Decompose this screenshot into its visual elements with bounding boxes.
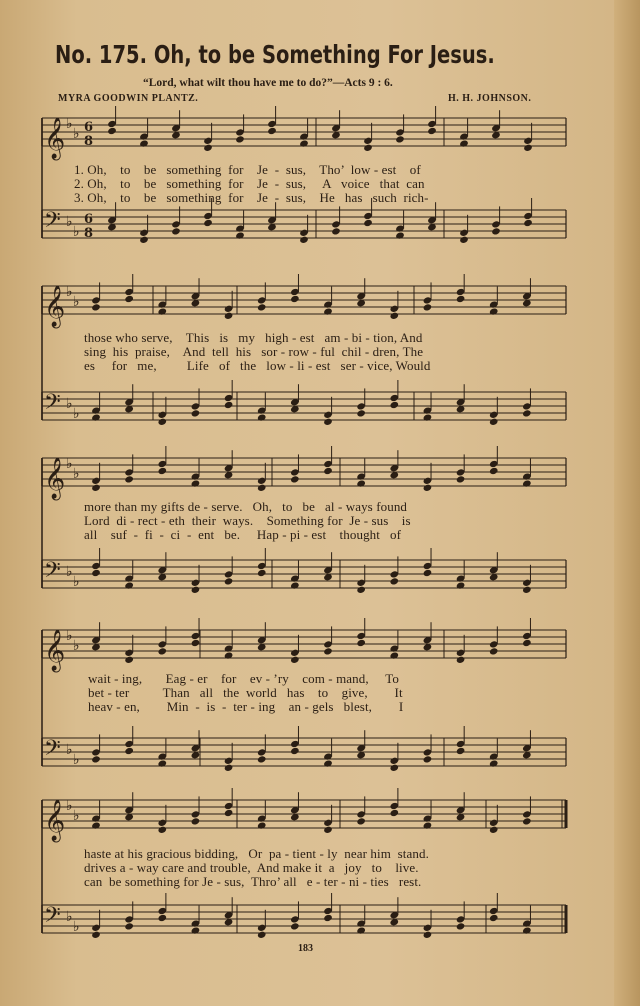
lyric-line: bet - ter Than all the world has to give, It	[88, 685, 403, 700]
notehead	[235, 135, 245, 143]
time-signature: 6	[84, 120, 94, 135]
notehead	[91, 931, 101, 939]
notehead	[323, 826, 333, 834]
notehead	[91, 413, 101, 421]
notehead	[91, 484, 101, 492]
notehead	[299, 139, 309, 147]
notehead	[224, 577, 234, 585]
notehead	[191, 817, 201, 825]
flat-sign: ♭	[66, 284, 73, 300]
notehead	[356, 639, 366, 647]
notehead	[331, 227, 341, 235]
notehead	[158, 914, 168, 922]
notehead	[423, 821, 433, 829]
bass-clef: 𝄢	[44, 903, 61, 933]
lyric-line: 1. Oh, to be something for Je - sus, Tho’ low - est of	[74, 162, 421, 177]
notehead	[290, 656, 300, 664]
notehead	[290, 922, 300, 930]
notehead	[522, 639, 532, 647]
notehead	[203, 144, 213, 152]
notehead	[456, 581, 466, 589]
lyric-line: those who serve, This is my high - est am - bi - tion, And	[84, 330, 423, 345]
notehead	[191, 409, 201, 417]
notehead	[257, 931, 267, 939]
bass-clef: 𝄢	[44, 390, 61, 420]
notehead	[257, 821, 267, 829]
notehead	[257, 303, 267, 311]
notehead	[158, 826, 168, 834]
notehead	[522, 479, 532, 487]
notehead	[323, 467, 333, 475]
notehead	[423, 484, 433, 492]
notehead	[323, 307, 333, 315]
treble-clef: 𝄞	[44, 458, 66, 499]
notehead	[158, 467, 168, 475]
lyric-line: Lord di - rect - eth their ways. Something for Je - sus is	[84, 513, 411, 528]
notehead	[191, 479, 201, 487]
notehead	[158, 759, 168, 767]
notehead	[203, 219, 213, 227]
flat-sign: ♭	[73, 406, 80, 422]
lyric-line: 2. Oh, to be something for Je - sus, A voice that can	[74, 176, 425, 191]
notehead	[423, 569, 433, 577]
notehead	[390, 312, 400, 320]
treble-clef: 𝄞	[44, 630, 66, 671]
notehead	[91, 821, 101, 829]
notehead	[395, 231, 405, 239]
notehead	[456, 922, 466, 930]
lyric-line: all suf - fi - ci - ent be. Hap - pi - est thought of	[84, 527, 402, 542]
notehead	[139, 139, 149, 147]
notehead	[491, 227, 501, 235]
lyric-line: more than my gifts de - serve. Oh, to be al - ways found	[84, 499, 408, 514]
notehead	[124, 295, 134, 303]
notehead	[459, 236, 469, 244]
notehead	[363, 219, 373, 227]
notehead	[290, 581, 300, 589]
notehead	[158, 647, 168, 655]
notehead	[224, 651, 234, 659]
notehead	[456, 747, 466, 755]
flat-sign: ♭	[73, 808, 80, 824]
notehead	[423, 931, 433, 939]
poet-credit: MYRA GOODWIN PLANTZ.	[58, 93, 199, 104]
notehead	[456, 656, 466, 664]
notehead	[489, 418, 499, 426]
lyric-line: sing his praise, And tell his sor - row - ful chil - dren, The	[84, 344, 424, 359]
notehead	[390, 577, 400, 585]
notehead	[489, 647, 499, 655]
notehead	[257, 569, 267, 577]
composer-credit: H. H. JOHNSON.	[448, 93, 532, 104]
notehead	[290, 747, 300, 755]
lyric-line: drives a - way care and trouble, And make it a joy to live.	[84, 860, 419, 875]
notehead	[224, 764, 234, 772]
notehead	[356, 926, 366, 934]
notehead	[427, 127, 437, 135]
notehead	[124, 475, 134, 483]
flat-sign: ♭	[66, 628, 73, 644]
notehead	[390, 809, 400, 817]
notehead	[91, 303, 101, 311]
notehead	[191, 926, 201, 934]
flat-sign: ♭	[66, 214, 73, 230]
notehead	[423, 303, 433, 311]
scripture-reference: “Lord, what wilt thou have me to do?”—Acts 9 : 6.	[143, 77, 393, 89]
flat-sign: ♭	[73, 752, 80, 768]
notehead	[124, 656, 134, 664]
notehead	[323, 914, 333, 922]
flat-sign: ♭	[66, 564, 73, 580]
notehead	[395, 135, 405, 143]
notehead	[299, 236, 309, 244]
notehead	[191, 639, 201, 647]
time-signature: 8	[84, 226, 94, 241]
notehead	[257, 484, 267, 492]
notehead	[124, 922, 134, 930]
notehead	[91, 569, 101, 577]
flat-sign: ♭	[73, 224, 80, 240]
notehead	[91, 755, 101, 763]
notehead	[107, 127, 117, 135]
notehead	[522, 817, 532, 825]
notehead	[257, 413, 267, 421]
notehead	[124, 747, 134, 755]
flat-sign: ♭	[66, 396, 73, 412]
notehead	[290, 295, 300, 303]
flat-sign: ♭	[66, 456, 73, 472]
flat-sign: ♭	[66, 798, 73, 814]
treble-clef: 𝄞	[44, 286, 66, 327]
notehead	[356, 479, 366, 487]
notehead	[323, 647, 333, 655]
hymn-title: No. 175. Oh, to be Something For Jesus.	[55, 40, 495, 69]
notehead	[191, 586, 201, 594]
notehead	[224, 809, 234, 817]
flat-sign: ♭	[73, 638, 80, 654]
treble-clef: 𝄞	[44, 118, 66, 159]
notehead	[356, 409, 366, 417]
page-number: 183	[298, 943, 313, 954]
notehead	[158, 307, 168, 315]
lyric-line: heav - en, Min - is - ter - ing an - gels blest, I	[88, 699, 404, 714]
flat-sign: ♭	[73, 466, 80, 482]
notehead	[523, 144, 533, 152]
notehead	[459, 139, 469, 147]
notehead	[423, 413, 433, 421]
notehead	[356, 586, 366, 594]
notehead	[390, 401, 400, 409]
notehead	[390, 651, 400, 659]
notehead	[267, 127, 277, 135]
notehead	[124, 581, 134, 589]
notehead	[522, 926, 532, 934]
notehead	[489, 307, 499, 315]
lyric-line: es for me, Life of the low - li - est ser - vice, Would	[84, 358, 431, 373]
lyric-line: wait - ing, Eag - er for ev - ’ry com - mand, To	[88, 671, 399, 686]
notehead	[171, 227, 181, 235]
notehead	[522, 409, 532, 417]
notehead	[456, 475, 466, 483]
lyric-line: 3. Oh, to be something for Je - sus, He has such rich-	[74, 190, 429, 205]
notehead	[489, 914, 499, 922]
bass-clef: 𝄢	[44, 208, 61, 238]
notehead	[522, 586, 532, 594]
notehead	[257, 755, 267, 763]
bass-clef: 𝄢	[44, 736, 61, 766]
notehead	[423, 755, 433, 763]
flat-sign: ♭	[73, 294, 80, 310]
flat-sign: ♭	[66, 909, 73, 925]
notehead	[235, 231, 245, 239]
time-signature: 8	[84, 134, 94, 149]
notehead	[456, 295, 466, 303]
notehead	[224, 312, 234, 320]
notehead	[489, 467, 499, 475]
notehead	[158, 418, 168, 426]
flat-sign: ♭	[66, 742, 73, 758]
notehead	[390, 764, 400, 772]
treble-clef: 𝄞	[44, 800, 66, 841]
notehead	[323, 759, 333, 767]
notehead	[363, 144, 373, 152]
notehead	[139, 236, 149, 244]
flat-sign: ♭	[66, 116, 73, 132]
notehead	[523, 219, 533, 227]
lyric-line: can be something for Je - sus, Thro’ all e - ter - ni - ties rest.	[84, 874, 422, 889]
time-signature: 6	[84, 212, 94, 227]
notehead	[224, 401, 234, 409]
notehead	[323, 418, 333, 426]
notehead	[489, 759, 499, 767]
flat-sign: ♭	[73, 919, 80, 935]
notehead	[489, 826, 499, 834]
notehead	[290, 475, 300, 483]
bass-clef: 𝄢	[44, 558, 61, 588]
notehead	[356, 817, 366, 825]
lyric-line: haste at his gracious bidding, Or pa - tient - ly near him stand.	[84, 846, 429, 861]
flat-sign: ♭	[73, 126, 80, 142]
flat-sign: ♭	[73, 574, 80, 590]
